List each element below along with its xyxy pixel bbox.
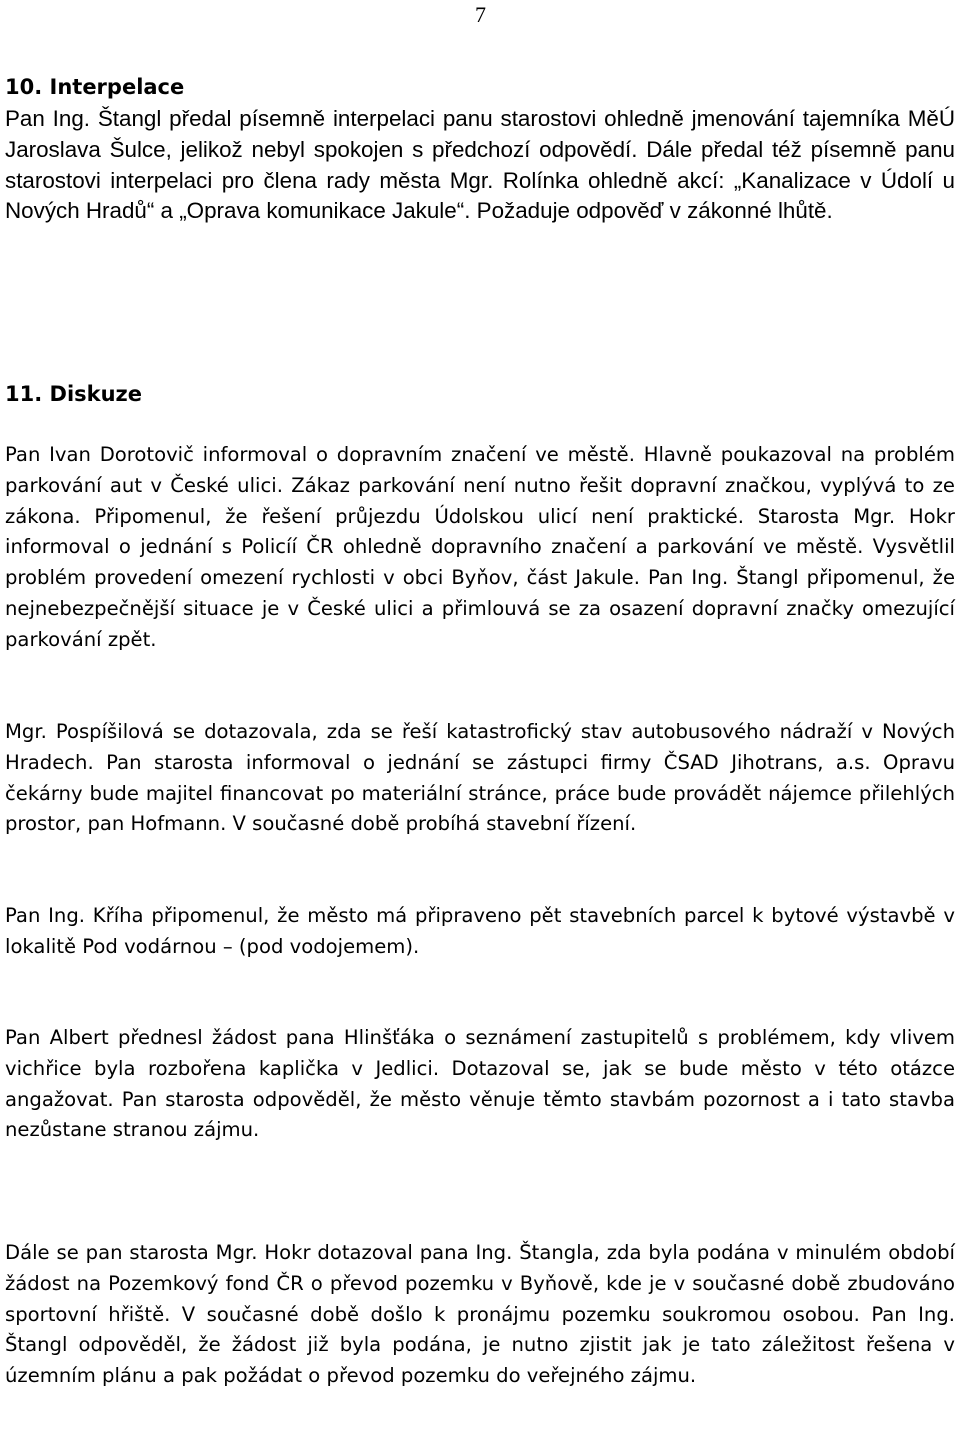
diskuze-paragraph: Mgr. Pospíšilová se dotazovala, zda se řeší katastrofický stav autobusového nádraží v Nových Hradech. Pan starosta informoval o jednání se zástupci firmy ČSAD Jihotrans, a.s. Opravu čekárny bude majitel financovat po materiální stránce, práce bude provádět nájemce přilehlých prostor, pan Hofmann. V současné době probíhá stavební řízení.	[5, 720, 955, 836]
page-number: 7	[475, 2, 486, 27]
diskuze-paragraph: Pan Ing. Kříha připomenul, že město má připraveno pět stavebních parcel k bytové výstavbě v lokalitě Pod vodárnou – (pod vodojemem).	[5, 904, 955, 958]
diskuze-paragraph: Pan Albert přednesl žádost pana Hlinšťáka o seznámení zastupitelů s problémem, kdy vlivem vichřice byla rozbořena kaplička v Jedlici. Dotazoval se, jak se bude město v této otázce angažovat. Pan starosta odpověděl, že město věnuje těmto stavbám pozornost a i tato stavba nezůstane stranou zájmu.	[5, 1026, 955, 1142]
diskuze-paragraph: Pan Ivan Dorotovič informoval o dopravním značení ve městě. Hlavně poukazoval na problém parkování aut v České ulici. Zákaz parkování není nutno řešit dopravní značkou, vyplývá to ze zákona. Připomenul, že řešení průjezdu Údolskou ulicí není praktické. Starosta Mgr. Hokr informoval o jednání s Policíí ČR ohledně dopravního značení a parkování ve městě. Vysvětlil problém provedení omezení rychlosti v obci Byňov, část Jakule. Pan Ing. Štangl připomenul, že nejnebezpečnější situace je v České ulici a přimlouvá se za osazení dopravní značky omezující parkování zpět.	[5, 443, 955, 651]
section-heading-diskuze: 11. Diskuze	[5, 382, 143, 406]
section-heading-interpelace: 10. Interpelace	[5, 75, 185, 99]
interpelace-paragraph: Pan Ing. Štangl předal písemně interpelaci panu starostovi ohledně jmenování tajemníka MěÚ Jaroslava Šulce, jelikož nebyl spokojen s předchozí odpovědí. Dále předal též písemně panu starostovi interpelaci pro člena rady města Mgr. Rolínka ohledně akcí: „Kanalizace v Údolí u Nových Hradů“ a „Oprava komunikace Jakule“. Požaduje odpověď v zákonné lhůtě.	[5, 106, 955, 224]
diskuze-paragraph: Dále se pan starosta Mgr. Hokr dotazoval pana Ing. Štangla, zda byla podána v minulém období žádost na Pozemkový fond ČR o převod pozemku v Byňově, kde je v současné době zbudováno sportovní hřiště. V současné době došlo k pronájmu pozemku soukromou osobou. Pan Ing. Štangl odpověděl, že žádost již byla podána, je nutno zjistit jak je tato záležitost řešena v územním plánu a pak požádat o převod pozemku do veřejného zájmu.	[5, 1241, 955, 1388]
